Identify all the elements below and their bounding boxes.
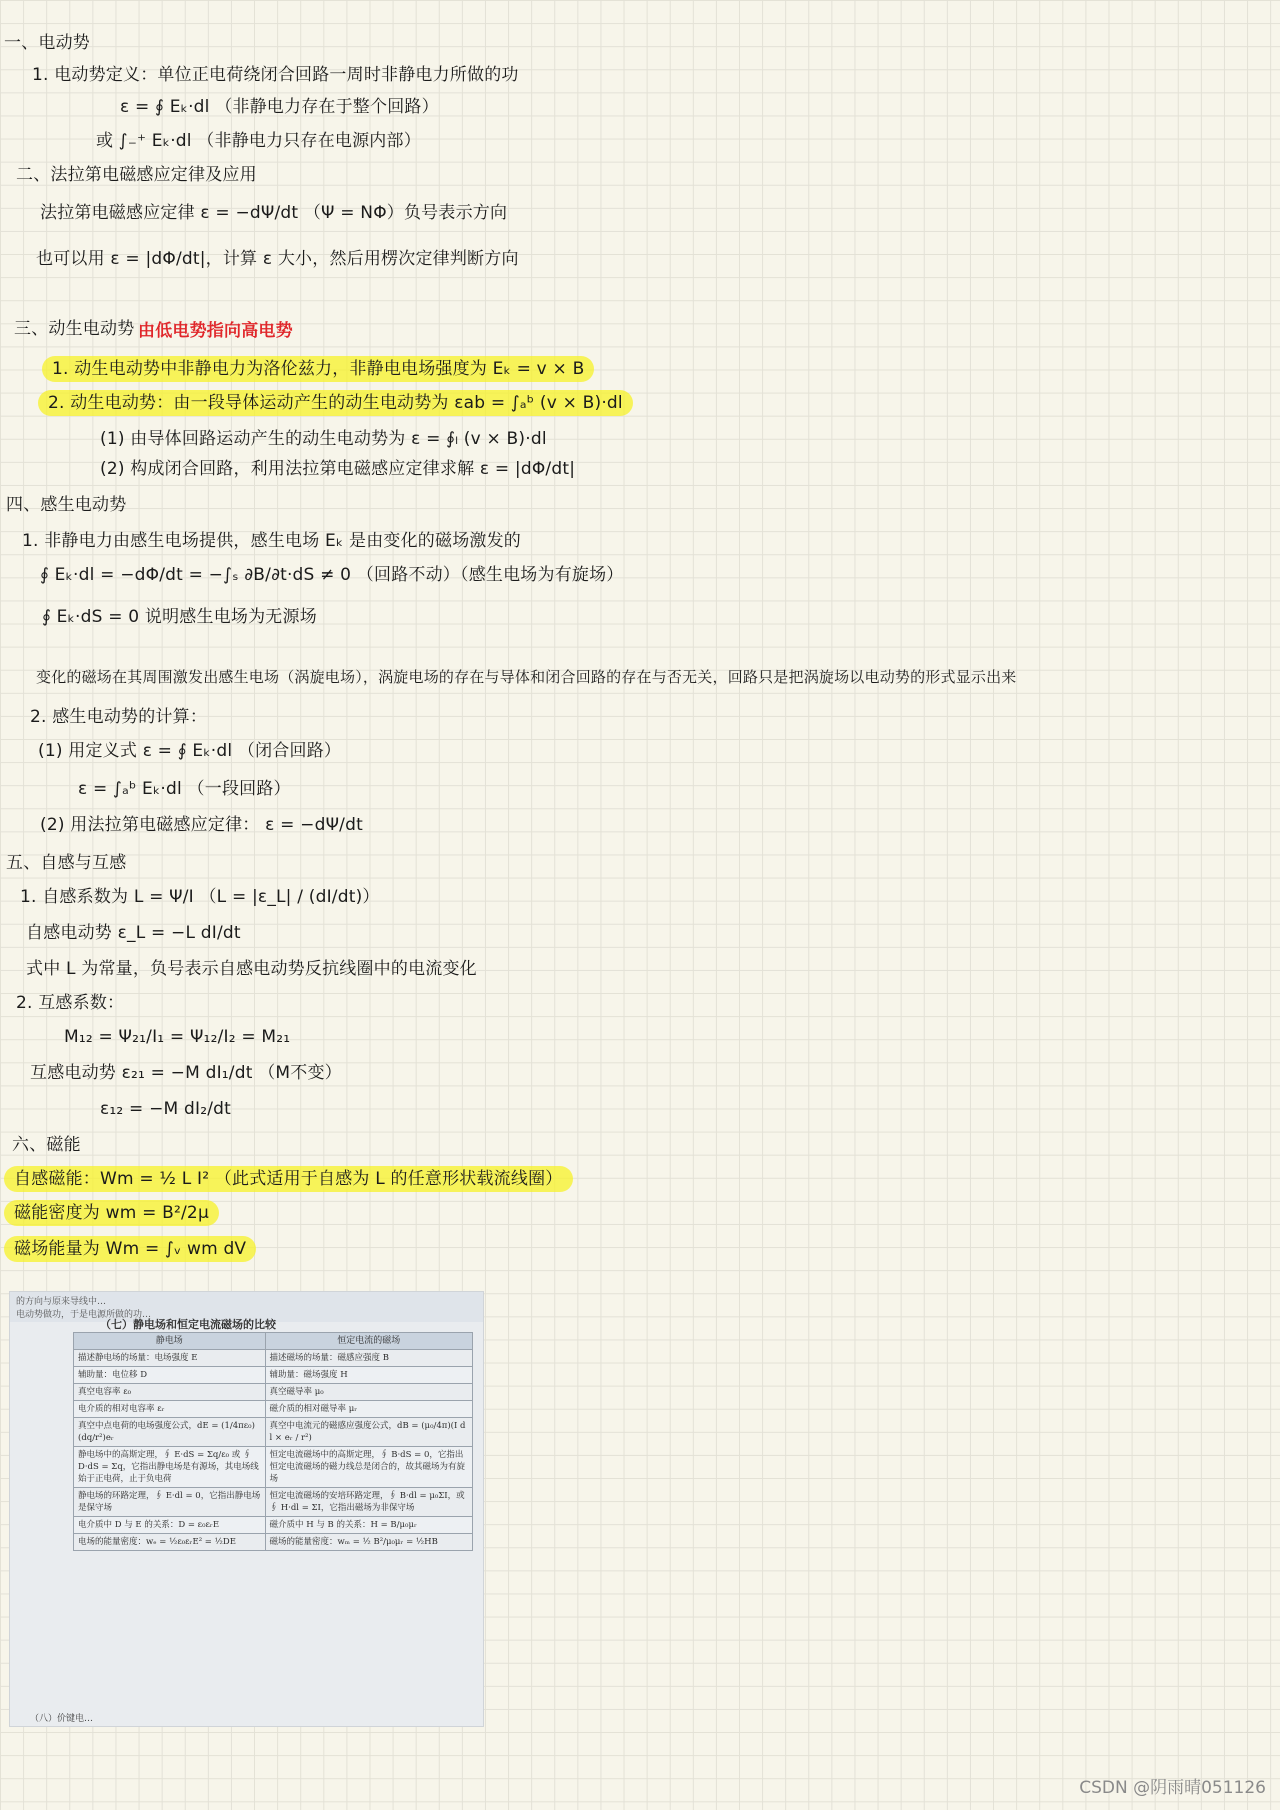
table-cell: 描述磁场的场量：磁感应强度 B <box>265 1350 472 1367</box>
table-cell: 磁场的能量密度：wₘ = ½ B²/μ₀μᵣ = ½HB <box>265 1534 472 1551</box>
table-cell: 真空电容率 ε₀ <box>74 1384 266 1401</box>
table-header: 静电场 <box>74 1333 266 1350</box>
formula-line: ε₁₂ = −M dI₂/dt <box>100 1099 231 1119</box>
highlighted-line: 磁能密度为 wm = B²/2μ <box>4 1200 219 1226</box>
table-cell: 电介质的相对电容率 εᵣ <box>74 1401 266 1418</box>
table-cell: 静电场中的高斯定理，∮ E·dS = Σq/ε₀ 或 ∮ D·dS = Σq，它指出静电场是有源场，其电场线始于正电荷，止于负电荷 <box>74 1447 266 1488</box>
table-cell: 辅助量：磁场强度 H <box>265 1367 472 1384</box>
formula-line: ε = ∮ Eₖ·dl （非静电力存在于整个回路） <box>120 97 439 117</box>
table-row <box>74 1367 473 1384</box>
section-title-emf: 一、电动势 <box>4 33 90 53</box>
csdn-watermark: CSDN @阴雨晴051126 <box>1079 1778 1266 1798</box>
formula-line: 自感电动势 ε_L = −L dI/dt <box>26 923 241 943</box>
note-line: 变化的磁场在其周围激发出感生电场（涡旋电场），涡旋电场的存在与导体和闭合回路的存在与否无关，回路只是把涡旋场以电动势的形式显示出来 <box>36 668 1017 686</box>
table-header: 恒定电流的磁场 <box>265 1333 472 1350</box>
table-cell: 磁介质中 H 与 B 的关系：H = B/μ₀μᵣ <box>265 1517 472 1534</box>
section-title-magnetic-energy: 六、磁能 <box>12 1135 81 1155</box>
table-cell: 磁介质的相对磁导率 μᵣ <box>265 1401 472 1418</box>
formula-line: 1. 自感系数为 L = Ψ/I （L = |ε_L| / (dI/dt)） <box>20 887 380 907</box>
table-cell: 真空中电流元的磁感应强度公式，dB = (μ₀/4π)(I dl × eᵣ / r²) <box>265 1418 472 1447</box>
table-cell: 辅助量：电位移 D <box>74 1367 266 1384</box>
table-cell: 真空中点电荷的电场强度公式，dE = (1/4πε₀)(dq/r²)eᵣ <box>74 1418 266 1447</box>
table-row <box>74 1534 473 1551</box>
table-cell: 描述静电场的场量：电场强度 E <box>74 1350 266 1367</box>
photo-top-text: 的方向与原来导线中… <box>16 1297 107 1307</box>
photo-bottom-text: （八）价键电… <box>30 1714 94 1724</box>
highlighted-line: 1. 动生电动势中非静电力为洛伦兹力，非静电电场强度为 Eₖ = v × B <box>42 356 594 382</box>
formula-line: ∮ Eₖ·dl = −dΦ/dt = −∫ₛ ∂B/∂t·dS ≠ 0 （回路不动）（感生电场为有旋场） <box>40 565 624 585</box>
table-cell: 电场的能量密度：wₑ = ½ε₀εᵣE² = ½DE <box>74 1534 266 1551</box>
formula-line: 或 ∫₋⁺ Eₖ·dl （非静电力只存在电源内部） <box>96 131 421 151</box>
note-line: 2. 感生电动势的计算： <box>30 707 208 727</box>
table-cell: 电介质中 D 与 E 的关系：D = ε₀εᵣE <box>74 1517 266 1534</box>
section-title-induced-emf: 四、感生电动势 <box>6 495 127 515</box>
highlighted-line: 自感磁能：Wm = ½ L I² （此式适用于自感为 L 的任意形状载流线圈） <box>4 1166 573 1192</box>
formula-line: (2) 用法拉第电磁感应定律： ε = −dΨ/dt <box>40 815 363 835</box>
section-title-motional-emf: 三、动生电动势 <box>14 319 135 339</box>
table-row <box>74 1447 473 1488</box>
table-row <box>74 1384 473 1401</box>
formula-line: (2) 构成闭合回路，利用法拉第电磁感应定律求解 ε = |dΦ/dt| <box>100 459 576 479</box>
table-header-row <box>74 1333 473 1350</box>
photo-table-title: （七）静电场和恒定电流磁场的比较 <box>100 1318 276 1331</box>
note-line: 1. 非静电力由感生电场提供，感生电场 Eₖ 是由变化的磁场激发的 <box>22 531 522 551</box>
note-line: 1. 电动势定义：单位正电荷绕闭合回路一周时非静电力所做的功 <box>32 65 519 85</box>
highlighted-line: 2. 动生电动势：由一段导体运动产生的动生电动势为 εab = ∫ₐᵇ (v × B)·dl <box>38 390 633 416</box>
formula-line: (1) 用定义式 ε = ∮ Eₖ·dl （闭合回路） <box>38 741 342 761</box>
note-line: 也可以用 ε = |dΦ/dt|，计算 ε 大小，然后用楞次定律判断方向 <box>36 249 519 269</box>
table-row <box>74 1488 473 1517</box>
red-annotation: 由低电势指向高电势 <box>138 321 293 341</box>
textbook-photo <box>10 1292 483 1726</box>
table-cell: 真空磁导率 μ₀ <box>265 1384 472 1401</box>
table-row <box>74 1401 473 1418</box>
table-cell: 恒定电流磁场中的高斯定理，∮ B·dS = 0，它指出恒定电流磁场的磁力线总是闭合的，故其磁场为有旋场 <box>265 1447 472 1488</box>
formula-line: 互感电动势 ε₂₁ = −M dI₁/dt （M不变） <box>30 1063 342 1083</box>
section-title-faraday: 二、法拉第电磁感应定律及应用 <box>16 165 257 185</box>
section-title-inductance: 五、自感与互感 <box>6 853 127 873</box>
table-cell: 恒定电流磁场的安培环路定理，∮ B·dl = μ₀ΣI，或 ∮ H·dl = ΣI，它指出磁场为非保守场 <box>265 1488 472 1517</box>
note-line: 2. 互感系数： <box>16 993 125 1013</box>
table-row <box>74 1517 473 1534</box>
formula-line: (1) 由导体回路运动产生的动生电动势为 ε = ∮ₗ (v × B)·dl <box>100 429 547 449</box>
highlighted-line: 磁场能量为 Wm = ∫ᵥ wm dV <box>4 1236 256 1262</box>
formula-line: M₁₂ = Ψ₂₁/I₁ = Ψ₁₂/I₂ = M₂₁ <box>64 1027 291 1047</box>
table-cell: 静电场的环路定理，∮ E·dl = 0，它指出静电场是保守场 <box>74 1488 266 1517</box>
table-row <box>74 1418 473 1447</box>
formula-line: 法拉第电磁感应定律 ε = −dΨ/dt （Ψ = NΦ）负号表示方向 <box>40 203 508 223</box>
photo-top-text: 电动势做功，于是电源所做的功… <box>16 1310 152 1320</box>
formula-line: ε = ∫ₐᵇ Eₖ·dl （一段回路） <box>78 779 291 799</box>
note-line: 式中 L 为常量，负号表示自感电动势反抗线圈中的电流变化 <box>26 959 477 979</box>
formula-line: ∮ Eₖ·dS = 0 说明感生电场为无源场 <box>42 607 317 627</box>
table-row <box>74 1350 473 1367</box>
comparison-table <box>73 1332 473 1551</box>
